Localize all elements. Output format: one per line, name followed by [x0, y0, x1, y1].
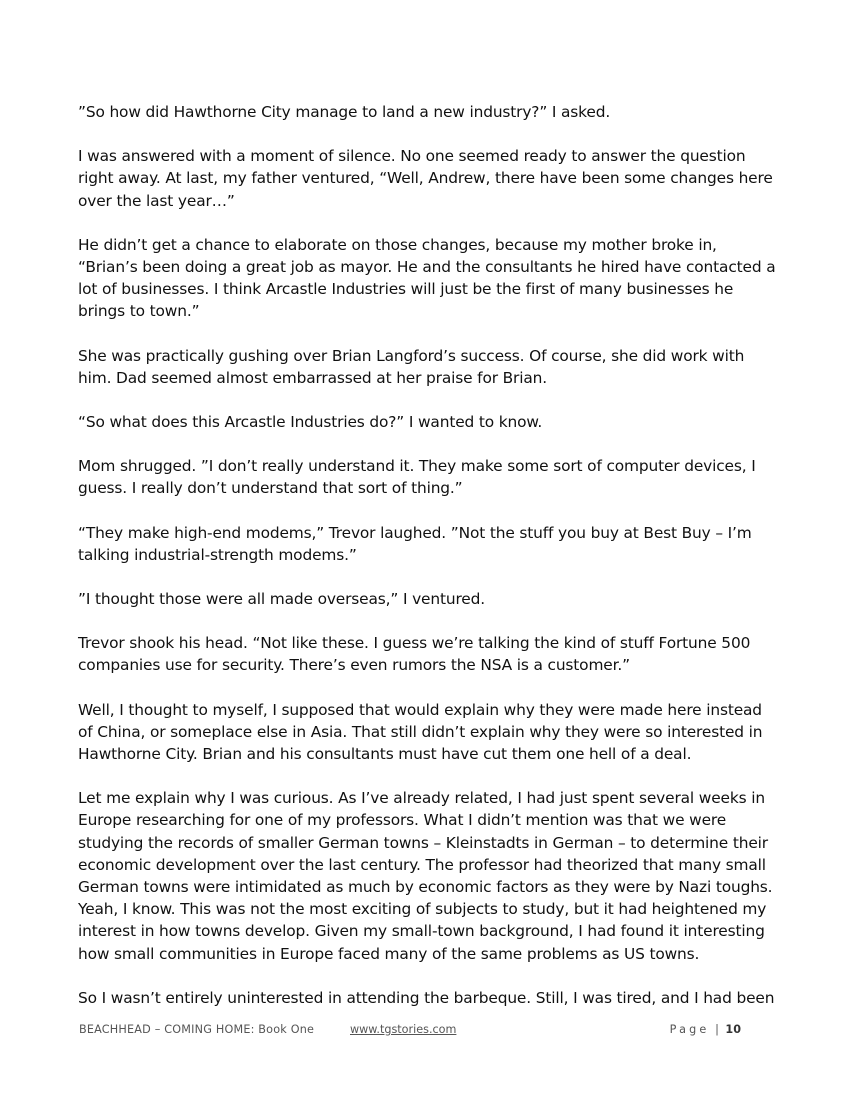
page-footer	[79, 1023, 741, 1039]
paragraph: So I wasn’t entirely uninterested in attending the barbeque. Still, I was tired, and I had been	[78, 988, 775, 1007]
footer-website-link[interactable]: www.tgstories.com	[350, 1023, 457, 1036]
paragraph: ”So how did Hawthorne City manage to land a new industry?” I asked.	[78, 103, 611, 121]
paragraph: Trevor shook his head. “Not like these. I guess we’re talking the kind of stuff Fortune 500 companies use for security. There’s even rumors the NSA is a customer.”	[78, 634, 751, 675]
paragraph: She was practically gushing over Brian Langford’s success. Of course, she did work with him. Dad seemed almost embarrassed at her praise for Brian.	[78, 346, 745, 387]
paragraph: He didn’t get a chance to elaborate on those changes, because my mother broke in, “Brian’s been doing a great job as mayor. He and the consultants he hired have contacted a lot of businesses. I think Arcastle Industries will just be the first of many businesses he brings to town.”	[78, 235, 776, 321]
paragraph: I was answered with a moment of silence. No one seemed ready to answer the question right away. At last, my father ventured, “Well, Andrew, there have been some changes here over the last year…”	[78, 147, 773, 210]
paragraph: “So what does this Arcastle Industries do?” I wanted to know.	[78, 413, 543, 432]
paragraph: “They make high-end modems,” Trevor laughed. ”Not the stuff you buy at Best Buy – I’m talking industrial-strength modems.”	[78, 523, 752, 564]
paragraph: ”I thought those were all made overseas,” I ventured.	[78, 590, 485, 609]
page-body	[78, 101, 778, 1031]
footer-separator: |	[715, 1023, 719, 1036]
paragraph: Let me explain why I was curious. As I’ve already related, I had just spent several weeks in Europe researching for one of my professors. What I didn’t mention was that we were studying the records of smaller German towns – Kleinstadts in German – to determine their economic development over the last century. The professor had theorized that many small German towns were intimidated as much by economic factors as they were by Nazi toughs. Yeah, I know. This was not the most exciting of subjects to study, but it had heightened my interest in how towns develop. Given my small-town background, I had found it interesting how small communities in Europe faced many of the same problems as US towns.	[78, 789, 773, 963]
paragraph: Well, I thought to myself, I supposed that would explain why they were made here instead of China, or someplace else in Asia. That still didn’t explain why they were so interested in Hawthorne City. Brian and his consultants must have cut them one hell of a deal.	[78, 700, 763, 764]
paragraph: Mom shrugged. ”I don’t really understand it. They make some sort of computer devices, I guess. I really don’t understand that sort of thing.”	[78, 457, 756, 498]
footer-book-title: BEACHHEAD – COMING HOME: Book One	[79, 1023, 315, 1036]
footer-page-number: 10	[725, 1023, 741, 1036]
footer-page-indicator	[670, 1023, 741, 1036]
footer-page-label: Page	[669, 1023, 710, 1036]
